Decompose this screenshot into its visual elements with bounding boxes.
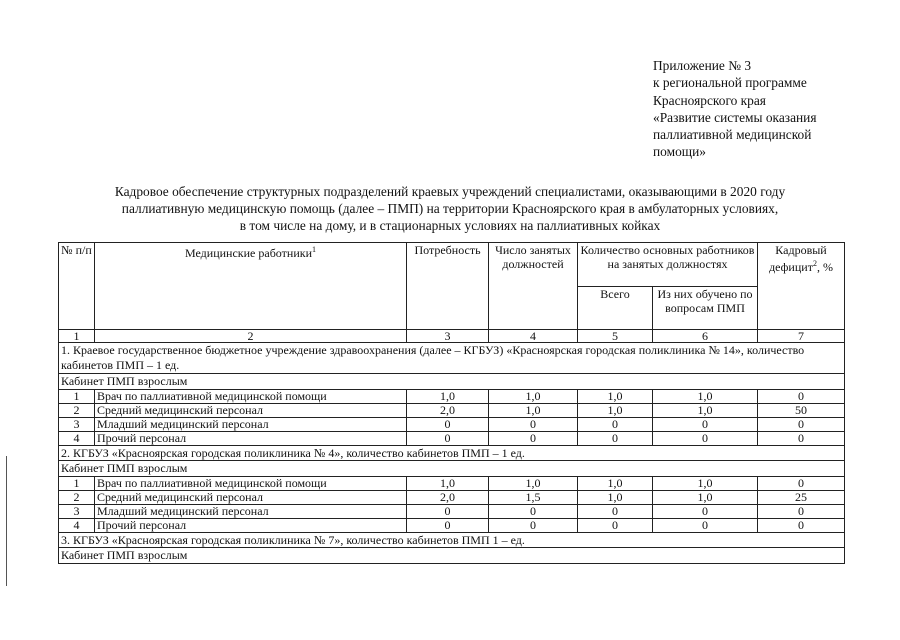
cell-num: 2 — [59, 403, 95, 417]
cell-total: 0 — [578, 504, 653, 518]
cell-num: 2 — [59, 490, 95, 504]
cell-deficit: 0 — [758, 518, 845, 532]
section-cabinet-row — [59, 461, 845, 477]
cell-trained: 0 — [653, 417, 758, 431]
section-org-name: 2. КГБУЗ «Красноярская городская поликлиника № 4», количество кабинетов ПМП – 1 ед. — [59, 445, 845, 461]
table-row — [59, 490, 845, 504]
cell-num: 1 — [59, 389, 95, 403]
section-org-name: 3. КГБУЗ «Красноярская городская поликлиника № 7», количество кабинетов ПМП 1 – ед. — [59, 532, 845, 548]
cell-name: Младший медицинский персонал — [95, 504, 407, 518]
cell-trained: 1,0 — [653, 490, 758, 504]
cell-name: Средний медицинский персонал — [95, 403, 407, 417]
table-row — [59, 403, 845, 417]
table-row — [59, 389, 845, 403]
column-number: 7 — [758, 330, 845, 343]
cell-need: 0 — [407, 431, 489, 445]
appendix-line: Приложение № 3 — [653, 58, 752, 73]
cell-trained: 1,0 — [653, 403, 758, 417]
cell-need: 0 — [407, 504, 489, 518]
cell-num: 4 — [59, 431, 95, 445]
title-line: Кадровое обеспечение структурных подразделений краевых учреждений специалистами, оказывающими в 2020 году — [114, 184, 786, 199]
header-row — [59, 243, 845, 287]
appendix-note — [653, 57, 817, 161]
section-org-row — [59, 532, 845, 548]
appendix-line: помощи» — [653, 144, 706, 160]
cell-total: 0 — [578, 518, 653, 532]
cell-trained: 1,0 — [653, 476, 758, 490]
cell-occupied: 1,0 — [489, 389, 578, 403]
table-row — [59, 504, 845, 518]
document-title — [60, 183, 840, 234]
cell-deficit: 0 — [758, 389, 845, 403]
header-num: № п/п — [59, 243, 95, 330]
header-workers-label: Медицинские работники — [185, 246, 312, 260]
section-org-name: 1. Краевое государственное бюджетное учреждение здравоохранения (далее – КГБУЗ) «Красноярская городская поликлиника № 14», количество кабинетов ПМП – 1 ед. — [59, 343, 845, 374]
section-cabinet: Кабинет ПМП взрослым — [59, 461, 845, 477]
cell-num: 4 — [59, 518, 95, 532]
cell-name: Прочий персонал — [95, 518, 407, 532]
column-number: 2 — [95, 330, 407, 343]
header-workers — [95, 243, 407, 330]
cell-deficit: 50 — [758, 403, 845, 417]
header-deficit-unit: , % — [816, 260, 833, 275]
cell-trained: 0 — [653, 518, 758, 532]
section-cabinet: Кабинет ПМП взрослым — [59, 548, 845, 564]
cell-total: 1,0 — [578, 476, 653, 490]
staffing-table — [58, 242, 845, 564]
cell-occupied: 0 — [489, 431, 578, 445]
cell-occupied: 1,0 — [489, 403, 578, 417]
header-occupied: Число занятых должностей — [489, 243, 578, 330]
cell-trained: 0 — [653, 431, 758, 445]
cell-name: Средний медицинский персонал — [95, 490, 407, 504]
cell-deficit: 0 — [758, 476, 845, 490]
header-workers-footnote: 1 — [312, 245, 316, 254]
table-row — [59, 476, 845, 490]
cell-need: 1,0 — [407, 476, 489, 490]
section-cabinet-row — [59, 548, 845, 564]
header-deficit-footnote: 2 — [812, 259, 817, 269]
column-number: 4 — [489, 330, 578, 343]
appendix-line: Красноярского края — [653, 92, 766, 108]
appendix-line: «Развитие системы оказания — [653, 109, 817, 125]
cell-name: Врач по паллиативной медицинской помощи — [95, 389, 407, 403]
cell-need: 1,0 — [407, 389, 489, 403]
cell-deficit: 0 — [758, 431, 845, 445]
cell-need: 2,0 — [407, 403, 489, 417]
header-deficit — [758, 243, 845, 330]
cell-deficit: 0 — [758, 504, 845, 518]
section-cabinet: Кабинет ПМП взрослым — [59, 374, 845, 390]
cell-name: Младший медицинский персонал — [95, 417, 407, 431]
cell-need: 0 — [407, 417, 489, 431]
appendix-line: паллиативной медицинской — [653, 127, 812, 143]
column-number: 3 — [407, 330, 489, 343]
cell-occupied: 0 — [489, 518, 578, 532]
cell-occupied: 0 — [489, 504, 578, 518]
column-numbers-row — [59, 330, 845, 343]
table-row — [59, 431, 845, 445]
section-org-row — [59, 445, 845, 461]
cell-total: 0 — [578, 431, 653, 445]
scan-margin-line — [6, 456, 7, 586]
section-org-row — [59, 343, 845, 374]
cell-num: 1 — [59, 476, 95, 490]
cell-occupied: 1,5 — [489, 490, 578, 504]
cell-occupied: 1,0 — [489, 476, 578, 490]
header-main-count: Количество основных работников на занятых должностях — [578, 243, 758, 287]
header-total: Всего — [578, 286, 653, 330]
title-line: в том числе на дому, и в стационарных условиях на паллиативных койках — [239, 218, 661, 233]
header-need: Потребность — [407, 243, 489, 330]
cell-deficit: 25 — [758, 490, 845, 504]
cell-name: Врач по паллиативной медицинской помощи — [95, 476, 407, 490]
cell-trained: 1,0 — [653, 389, 758, 403]
cell-total: 1,0 — [578, 490, 653, 504]
header-deficit-label: Кадровый дефицит — [769, 243, 827, 275]
table-row — [59, 518, 845, 532]
cell-total: 0 — [578, 417, 653, 431]
cell-num: 3 — [59, 417, 95, 431]
cell-deficit: 0 — [758, 417, 845, 431]
cell-num: 3 — [59, 504, 95, 518]
cell-name: Прочий персонал — [95, 431, 407, 445]
table-row — [59, 417, 845, 431]
cell-need: 2,0 — [407, 490, 489, 504]
column-number: 5 — [578, 330, 653, 343]
cell-total: 1,0 — [578, 403, 653, 417]
title-line: паллиативную медицинскую помощь (далее – ПМП) на территории Красноярского края в амбулаторных условиях, — [121, 201, 779, 216]
cell-trained: 0 — [653, 504, 758, 518]
section-cabinet-row — [59, 374, 845, 390]
column-number: 1 — [59, 330, 95, 343]
cell-need: 0 — [407, 518, 489, 532]
appendix-line: к региональной программе — [653, 75, 807, 91]
header-trained: Из них обучено по вопросам ПМП — [653, 286, 758, 330]
column-number: 6 — [653, 330, 758, 343]
cell-total: 1,0 — [578, 389, 653, 403]
cell-occupied: 0 — [489, 417, 578, 431]
